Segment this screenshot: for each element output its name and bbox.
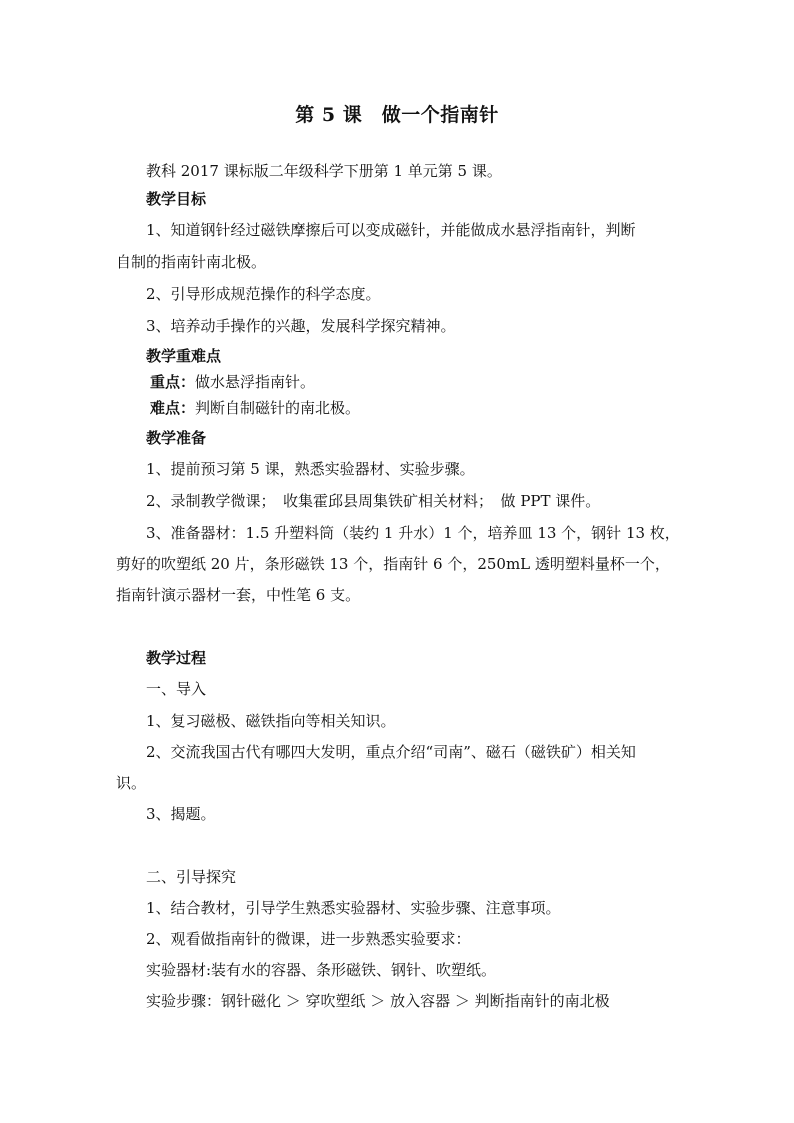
key-point-text: 做水悬浮指南针。 [195,373,316,391]
preparation-3-line-1: 3、准备器材：1.5 升塑料筒（装约 1 升水）1 个，培养皿 13 个，钢针 13 枚， [146,524,680,542]
preparation-heading: 教学准备 [146,429,207,447]
process-heading: 教学过程 [146,649,207,667]
objective-3: 3、培养动手操作的兴趣，发展科学探究精神。 [146,317,456,335]
section-1-item-2-line-2: 识。 [116,774,147,792]
key-point-line [150,371,315,393]
intro-text: 教科 2017 课标版二年级科学下册第 1 单元第 5 课。 [146,162,502,180]
section-2-item-1: 1、结合教材，引导学生熟悉实验器材、实验步骤、注意事项。 [146,899,561,917]
lesson-title: 第 5 课 做一个指南针 [295,104,499,126]
section-1-heading: 一、导入 [146,680,207,698]
section-1-item-2-line-1: 2、交流我国古代有哪四大发明，重点介绍“司南”、磁石（磁铁矿）相关知 [146,743,636,761]
objectives-heading: 教学目标 [146,190,207,208]
preparation-1: 1、提前预习第 5 课，熟悉实验器材、实验步骤。 [146,460,475,478]
key-point-label: 重点： [150,373,196,391]
preparation-3-line-2: 剪好的吹塑纸 20 片，条形磁铁 13 个，指南针 6 个，250mL 透明塑料量杯一个， [116,555,670,573]
key-points-heading: 教学重难点 [146,347,222,365]
experiment-materials: 实验器材:装有水的容器、条形磁铁、钢针、吹塑纸。 [146,961,497,979]
section-2-heading: 二、引导探究 [146,868,237,886]
objective-1-line-1: 1、知道钢针经过磁铁摩擦后可以变成磁针，并能做成水悬浮指南针，判断 [146,221,636,239]
preparation-2: 2、录制教学微课； 收集霍邱县周集铁矿相关材料； 做 PPT 课件。 [146,492,601,510]
section-1-item-3: 3、揭题。 [146,805,216,823]
section-1-item-1: 1、复习磁极、磁铁指向等相关知识。 [146,712,396,730]
section-2-item-2: 2、观看做指南针的微课，进一步熟悉实验要求： [146,930,471,948]
difficult-point-line [150,397,360,419]
experiment-steps: 实验步骤：钢针磁化 ＞ 穿吹塑纸 ＞ 放入容器 ＞ 判断指南针的南北极 [146,992,610,1010]
objective-2: 2、引导形成规范操作的科学态度。 [146,285,381,303]
difficult-point-text: 判断自制磁针的南北极。 [195,399,361,417]
objective-1-line-2: 自制的指南针南北极。 [116,253,267,271]
preparation-3-line-3: 指南针演示器材一套，中性笔 6 支。 [116,586,361,604]
difficult-point-label: 难点： [150,399,196,417]
